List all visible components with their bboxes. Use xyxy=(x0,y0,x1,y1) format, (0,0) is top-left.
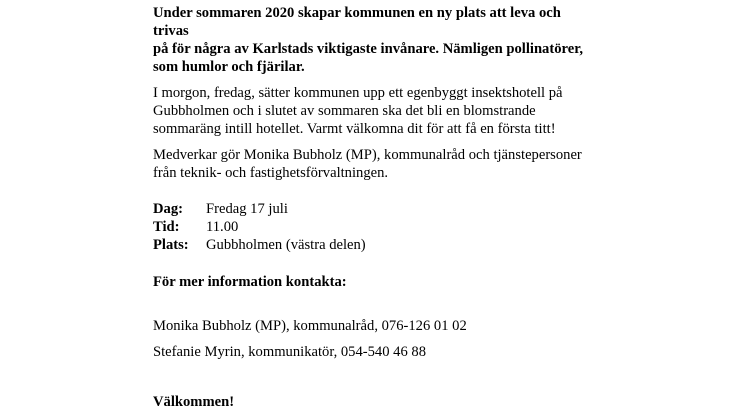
place-label: Plats: xyxy=(153,237,189,253)
lead-paragraph xyxy=(153,4,593,76)
body-line: Gubbholmen och i slutet av sommaren ska det bli en blomstrande xyxy=(153,103,536,119)
lead-line: på för några av Karlstads viktigaste invånare. Nämligen pollinatörer, xyxy=(153,41,583,57)
time-value: 11.00 xyxy=(206,219,239,235)
body-line: I morgon, fredag, sätter kommunen upp ett egenbyggt insektshotell på xyxy=(153,85,563,101)
body-line: Medverkar gör Monika Bubholz (MP), kommunalråd och tjänstepersoner xyxy=(153,147,582,163)
body-line: från teknik- och fastighetsförvaltningen. xyxy=(153,165,389,181)
detail-row-place xyxy=(153,236,593,254)
participants-paragraph xyxy=(153,146,593,182)
lead-line: som humlor och fjärilar. xyxy=(153,59,305,75)
time-label: Tid: xyxy=(153,219,180,235)
contact-person: Stefanie Myrin, kommunikatör, 054-540 46 88 xyxy=(153,344,427,360)
event-description-paragraph xyxy=(153,84,593,138)
day-label: Dag: xyxy=(153,201,183,217)
press-invitation xyxy=(153,4,593,411)
event-details xyxy=(153,200,593,254)
day-value: Fredag 17 juli xyxy=(206,201,288,217)
lead-line: Under sommaren 2020 skapar kommunen en ny plats att leva och trivas xyxy=(153,5,561,39)
place-value: Gubbholmen (västra delen) xyxy=(206,237,366,253)
contact-list xyxy=(153,317,593,369)
body-line: sommaräng intill hotellet. Varmt välkomna dit för att få en första titt! xyxy=(153,121,556,137)
detail-row-day xyxy=(153,200,593,218)
detail-row-time xyxy=(153,218,593,236)
contact-heading: För mer information kontakta: xyxy=(153,274,347,290)
contact-person: Monika Bubholz (MP), kommunalråd, 076-126 01 02 xyxy=(153,318,467,334)
closing-greeting: Välkommen! xyxy=(153,394,235,410)
